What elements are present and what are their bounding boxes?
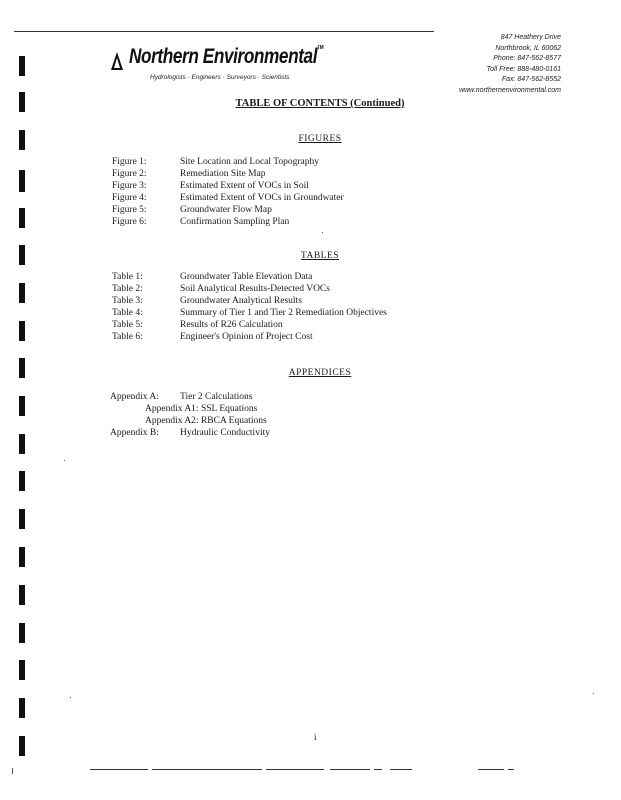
appendix-entry: Appendix A: Tier 2 Calculations — [110, 392, 253, 402]
binder-hole — [19, 283, 25, 303]
scan-edge-top — [14, 31, 434, 32]
company-address — [459, 33, 561, 96]
address-phone: Phone: 847-562-8577 — [493, 55, 561, 62]
address-toll-free: Toll Free: 888-480-0161 — [486, 65, 561, 73]
address-line: Northbrook, IL 60062 — [495, 44, 561, 52]
address-website: www.northernenvironmental.com — [459, 86, 561, 94]
binder-hole — [19, 434, 25, 454]
binder-hole — [19, 547, 25, 567]
binder-hole — [19, 208, 25, 228]
page-number: i — [314, 732, 317, 742]
binder-hole — [19, 698, 25, 718]
appendices-heading: APPENDICES — [288, 368, 352, 378]
appendix-entry: Appendix B: Hydraulic Conductivity — [110, 428, 270, 438]
tables-heading: TABLES — [300, 251, 340, 261]
binder-hole — [19, 509, 25, 529]
binder-hole — [19, 471, 25, 491]
company-tagline: Hydrologists · Engineers · Surveyors · Scientists — [150, 74, 290, 81]
binder-hole — [19, 170, 25, 192]
address-line: 847 Heathery Drive — [500, 34, 561, 41]
binder-hole — [19, 623, 25, 643]
address-fax: Fax: 847-562-8552 — [501, 76, 561, 83]
binder-hole — [19, 585, 25, 605]
logo-triangle-icon — [110, 51, 124, 71]
appendix-subentry: Appendix A2: RBCA Equations — [145, 416, 267, 426]
company-logo-text: Northern Environmental™ — [129, 45, 324, 68]
page-title: TABLE OF CONTENTS (Continued) — [235, 98, 405, 109]
appendix-subentry: Appendix A1: SSL Equations — [145, 404, 258, 414]
binder-hole — [19, 660, 25, 680]
binder-hole — [19, 396, 25, 416]
binder-hole — [19, 321, 25, 341]
binder-hole — [19, 56, 25, 76]
figures-heading: FIGURES — [298, 134, 342, 144]
binder-hole — [19, 736, 25, 756]
